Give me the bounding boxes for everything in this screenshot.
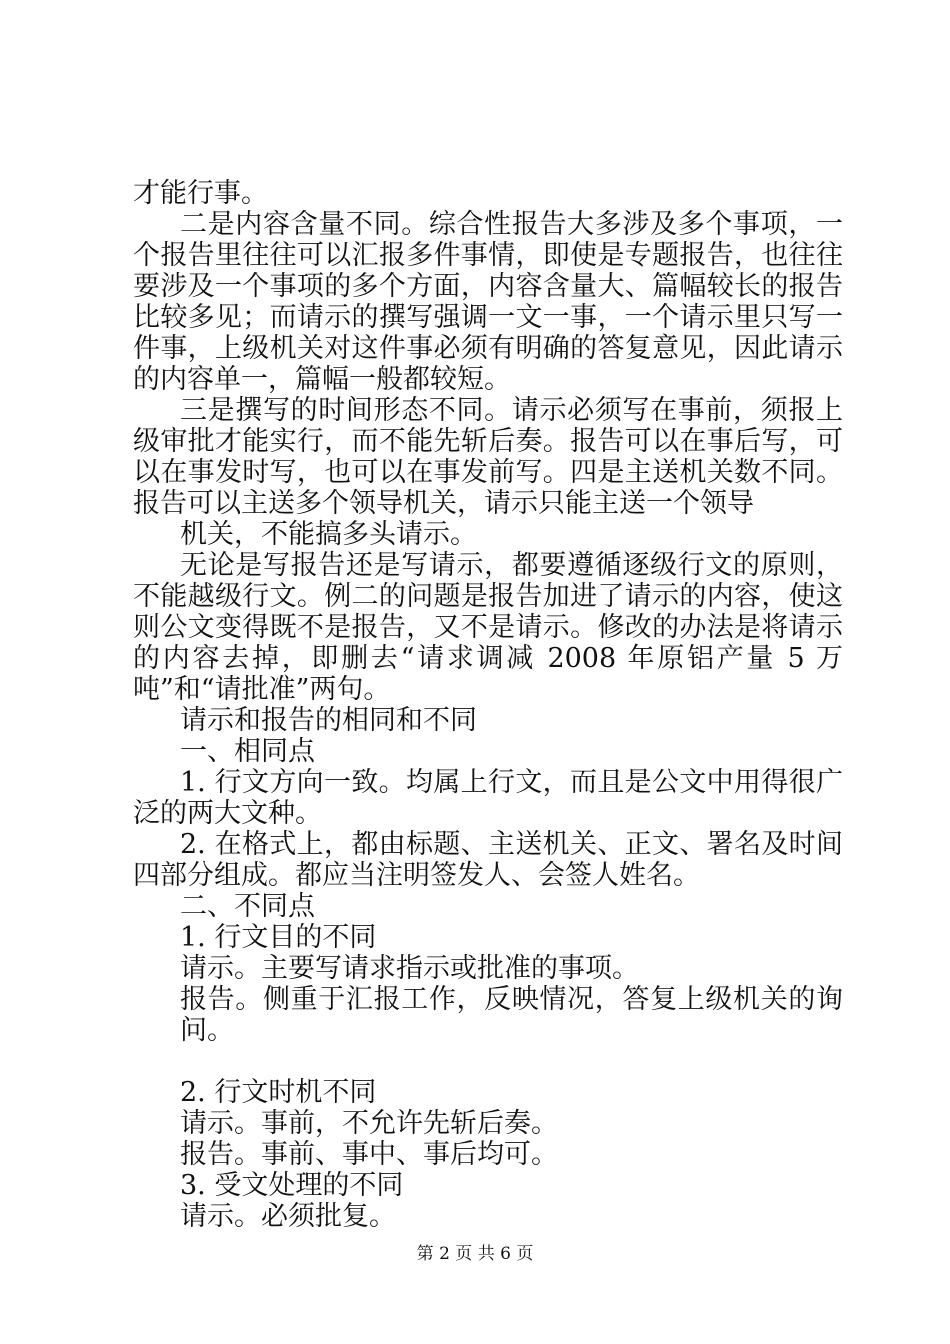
paragraph: 请示。必须批复。 (180, 1201, 396, 1232)
paragraph: 请示。主要写请求指示或批准的事项。 (180, 953, 639, 984)
subsection-heading: 3. 受文处理的不同 (180, 1170, 404, 1201)
paragraph: 三是撰写的时间形态不同。请示必须写在事前，须报上级审批才能实行，而不能先斩后奏。报告可以在事后写，可以在事发时写，也可以在事发前写。四是主送机关数不同。报告可以主送多个领导机关，请示只能主送一个领导 (133, 395, 843, 519)
paragraph: 报告。侧重于汇报工作，反映情况，答复上级机关的询问。 (180, 984, 843, 1046)
paragraph: 二是内容含量不同。综合性报告大多涉及多个事项，一个报告里往往可以汇报多件事情，即使是专题报告，也往往要涉及一个事项的多个方面，内容含量大、篇幅较长的报告比较多见；而请示的撰写强调一文一事，一个请示里只写一件事，上级机关对这件事必须有明确的答复意见，因此请示的内容单一，篇幅一般都较短。 (133, 209, 843, 395)
paragraph: 无论是写报告还是写请示，都要遵循逐级行文的原则，不能越级行文。例二的问题是报告加进了请示的内容，使这则公文变得既不是报告，又不是请示。修改的办法是将请示的内容去掉，即删去“请求调减 2008 年原铝产量 5 万吨”和“请批准”两句。 (133, 550, 843, 705)
paragraph: 请示。事前，不允许先斩后奏。 (180, 1108, 558, 1139)
paragraph: 机关，不能搞多头请示。 (180, 519, 477, 550)
section-heading: 一、相同点 (180, 736, 315, 767)
paragraph: 报告。事前、事中、事后均可。 (180, 1139, 558, 1170)
section-heading: 请示和报告的相同和不同 (180, 705, 477, 736)
list-item: 2. 在格式上，都由标题、主送机关、正文、署名及时间四部分组成。都应当注明签发人、会签人姓名。 (133, 829, 843, 891)
list-item: 1. 行文方向一致。均属上行文，而且是公文中用得很广泛的两大文种。 (133, 767, 843, 829)
body-text (133, 178, 843, 1232)
subsection-heading: 2. 行文时机不同 (180, 1077, 377, 1108)
paragraph: 才能行事。 (133, 178, 268, 209)
section-heading: 二、不同点 (180, 891, 315, 922)
page-number-footer: 第 2 页 共 6 页 (416, 1244, 534, 1264)
subsection-heading: 1. 行文目的不同 (180, 922, 377, 953)
